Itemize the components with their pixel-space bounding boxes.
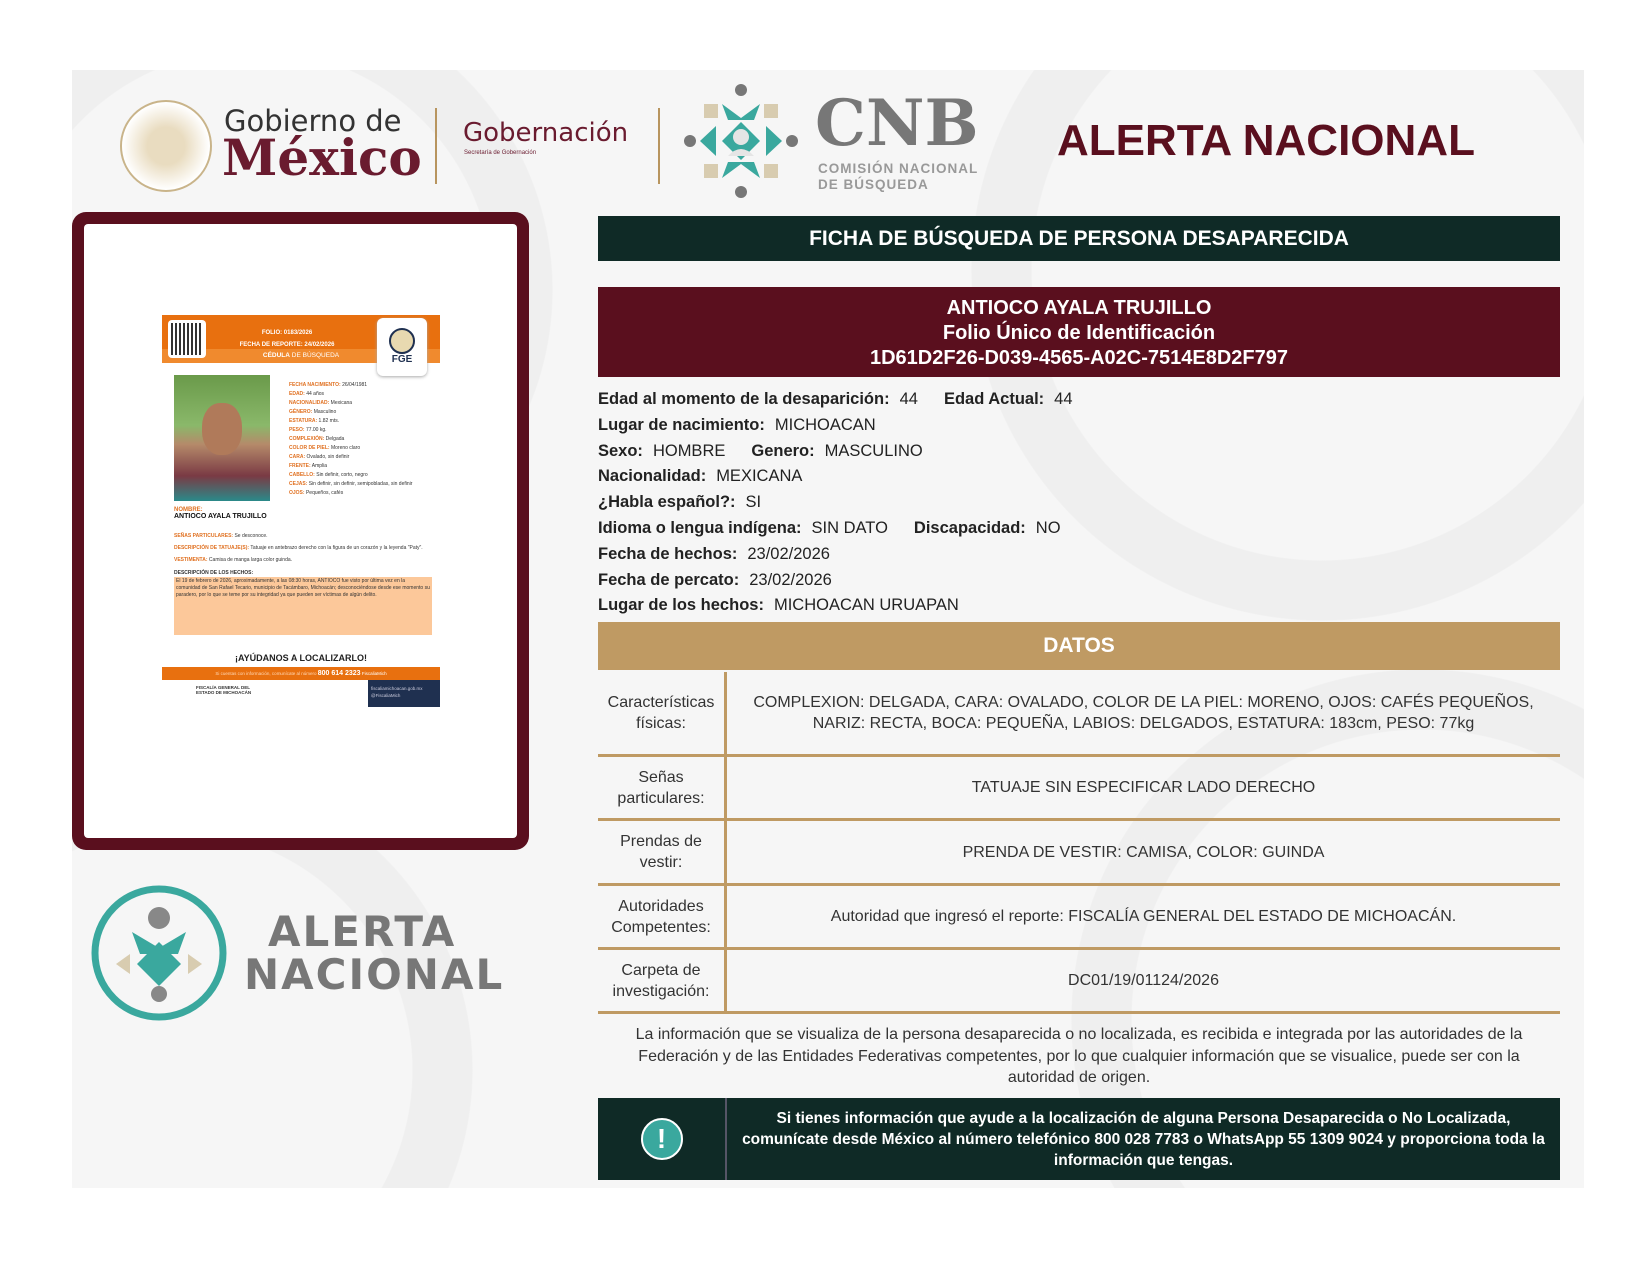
alerta-nacional-emblem-icon	[88, 882, 230, 1024]
sexo-label: Sexo:	[598, 441, 643, 460]
poster-field-label: ESTATURA:	[289, 418, 318, 424]
poster-field-value: 44 años	[306, 391, 325, 397]
poster-field-value: Sin definir, sin definir, semipobladas, sin definir	[308, 481, 413, 487]
cnb-subtitle	[818, 161, 978, 193]
busqueda-poster	[162, 315, 440, 707]
nacionalidad-value: MEXICANA	[716, 467, 803, 486]
poster-nombre: ANTIOCO AYALA TRUJILLO	[174, 513, 267, 520]
discapacidad-label: Discapacidad:	[913, 518, 1026, 537]
alerta-nacional-brand	[244, 907, 505, 999]
table-row	[598, 821, 1560, 886]
idioma-value: SIN DATO	[811, 518, 888, 537]
poster-folio: FOLIO: 0183/2026	[261, 330, 313, 336]
cedula-rest: DE BÚSQUEDA	[289, 352, 340, 359]
row-label: Señas particulares:	[598, 757, 727, 818]
fecha-percato-value: 23/02/2026	[749, 570, 832, 589]
row-value: Autoridad que ingresó el reporte: FISCALÍA GENERAL DEL ESTADO DE MICHOACÁN.	[830, 908, 1457, 925]
fecha-hechos-label: Fecha de hechos:	[598, 544, 738, 563]
poster-field-value: 26/04/1981	[342, 382, 368, 388]
sexo-value: HOMBRE	[652, 441, 726, 460]
poster-web: fiscaliamichoacan.gob.mx	[371, 686, 423, 691]
senas-label: SEÑAS PARTICULARES:	[174, 533, 234, 539]
folio-value: 1D61D2F26-D039-4565-A02C-7514E8D2F797	[869, 347, 1289, 369]
poster-field-label: CEJAS:	[289, 481, 308, 487]
poster-fields	[289, 381, 439, 498]
poster-field	[289, 408, 439, 417]
nombre-label: NOMBRE:	[174, 507, 203, 513]
poster-field-value: Sin definir, corto, negro	[316, 472, 368, 478]
person-name: ANTIOCO AYALA TRUJILLO	[946, 297, 1212, 319]
row-value: PRENDA DE VESTIR: CAMISA, COLOR: GUINDA	[962, 843, 1325, 861]
poster-field-label: EDAD:	[289, 391, 305, 397]
poster-field-value: Masculino	[313, 409, 337, 415]
datos-table	[598, 672, 1560, 1014]
poster-telefono: 800 614 2323	[317, 670, 361, 677]
row-label: Prendas de vestir:	[598, 821, 727, 883]
poster-field-label: COLOR DE PIEL:	[289, 445, 330, 451]
poster-field-value: Mexicana	[330, 400, 353, 406]
poster-field-label: FECHA NACIMIENTO:	[289, 382, 341, 388]
espanol-label: ¿Habla español?:	[598, 493, 736, 512]
poster-field	[289, 390, 439, 399]
poster-field-value: 1.82 mts.	[318, 418, 340, 424]
fge-text: FGE	[391, 354, 413, 365]
senas-value: Se desconoce.	[234, 533, 268, 539]
vestimenta-label: VESTIMENTA:	[174, 557, 208, 563]
alerta-nacional-title: ALERTA NACIONAL	[1057, 116, 1475, 165]
poster-field	[289, 381, 439, 390]
tatuaje-label: DESCRIPCIÓN DE TATUAJE(S):	[174, 545, 250, 551]
lugar-hechos-value: MICHOACAN URUAPAN	[773, 596, 959, 615]
ayudanos-text: ¡AYÚDANOS A LOCALIZARLO!	[235, 653, 367, 663]
contacto-text: Si cuentas con información, comunícate al número	[215, 671, 317, 676]
row-label: Características físicas:	[598, 672, 727, 754]
brand-line1: ALERTA	[268, 907, 457, 956]
qr-code-icon	[168, 320, 206, 358]
lugar-hechos-label: Lugar de los hechos:	[598, 596, 764, 615]
fecha-hechos-value: 23/02/2026	[747, 544, 830, 563]
row-value: COMPLEXION: DELGADA, CARA: OVALADO, COLOR DE LA PIEL: MORENO, OJOS: CAFÉS PEQUEÑOS, NARIZ: RECTA, BOCA: PEQUEÑA, LABIOS: DELGADOS, ESTATURA: 183cm, PESO: 77kg	[753, 694, 1534, 732]
poster-field-label: PESO:	[289, 427, 305, 433]
divider	[435, 108, 437, 184]
poster-field-value: Moreno claro	[330, 445, 361, 451]
tatuaje-value: Tatuaje en antebrazo derecho con la figura de un corazón y la leyenda "Paty".	[250, 545, 423, 551]
cnb-logo-text: CNB	[815, 86, 979, 161]
row-label: Autoridades Competentes:	[598, 886, 727, 947]
poster-field-value: Amplia	[311, 463, 328, 469]
discapacidad-value: NO	[1035, 518, 1061, 537]
table-row	[598, 886, 1560, 950]
table-row	[598, 672, 1560, 757]
divider	[658, 108, 660, 184]
edad-actual-label: Edad Actual:	[943, 390, 1045, 408]
table-row	[598, 950, 1560, 1014]
gobierno-de-text: Gobierno de	[224, 104, 402, 138]
poster-field-label: CABELLO:	[289, 472, 315, 478]
poster-fecha-reporte: FECHA DE REPORTE: 24/02/2026	[239, 342, 335, 348]
poster-field	[289, 489, 439, 498]
row-value: TATUAJE SIN ESPECIFICAR LADO DERECHO	[971, 779, 1316, 796]
fecha-percato-label: Fecha de percato:	[598, 570, 740, 589]
gobernacion-sub: Secretaría de Gobernación	[464, 150, 537, 156]
poster-field-value: Delgada	[325, 436, 345, 442]
edad-actual-value: 44	[1054, 390, 1073, 408]
table-row	[598, 757, 1560, 821]
genero-value: MASCULINO	[824, 441, 923, 460]
person-photo	[174, 375, 270, 501]
fge-logo	[377, 318, 427, 376]
poster-field	[289, 435, 439, 444]
mexico-seal-logo	[120, 100, 212, 192]
poster-field	[289, 426, 439, 435]
poster-field-value: Pequeños, cafés	[305, 490, 344, 496]
poster-field-label: GÉNERO:	[289, 409, 313, 415]
contact-box	[598, 1098, 1560, 1180]
hechos-value: El 19 de febrero de 2026, aproximadamente, a las 08:30 horas, ANTIOCO fue visto por última vez en la comunidad de San Rafael Tecario, municipio de Tacámbaro, Michoacán; desconociéndose desde ese momento su paradero, por lo que se teme por su integridad ya que pueden ser víctimas de algún delito.	[174, 577, 432, 635]
gobernacion-logo: Gobernación	[463, 118, 629, 148]
person-name-block	[598, 287, 1560, 377]
cnb-sub2: DE BÚSQUEDA	[818, 177, 929, 192]
row-value: DC01/19/01124/2026	[1068, 972, 1219, 989]
poster-field-value: 77.00 kg.	[305, 427, 327, 433]
datos-heading: DATOS	[598, 622, 1560, 670]
poster-field	[289, 399, 439, 408]
edad-label: Edad al momento de la desaparición:	[598, 390, 890, 408]
poster-field-label: OJOS:	[289, 490, 305, 496]
edad-value: 44	[899, 390, 918, 408]
espanol-value: SI	[745, 493, 762, 512]
lugar-nacimiento-value: MICHOACAN	[774, 415, 876, 434]
disclaimer-text: La información que se visualiza de la persona desaparecida o no localizada, es recibida e integrada por las autoridades de la Federación y de las Entidades Federativas competentes, por lo que cualquier información que se visualice, puede ser con la autoridad de origen.	[635, 1026, 1523, 1086]
idioma-label: Idioma o lengua indígena:	[598, 518, 802, 537]
poster-field-value: Ovalado, sin definir	[306, 454, 350, 460]
cnb-emblem-icon	[682, 82, 800, 200]
poster-field-label: CARA:	[289, 454, 306, 460]
brand-line2: NACIONAL	[244, 950, 505, 999]
ficha-heading: FICHA DE BÚSQUEDA DE PERSONA DESAPARECIDA	[598, 216, 1560, 261]
poster-twitter: FiscaliaMich	[361, 671, 387, 676]
mexico-text: México	[222, 128, 422, 187]
hechos-label: DESCRIPCIÓN DE LOS HECHOS:	[174, 570, 254, 576]
folio-label: Folio Único de Identificación	[942, 322, 1216, 344]
vestimenta-value: Camisa de manga larga color guinda.	[208, 557, 293, 563]
fiscalia-text: FISCALÍA GENERAL DEL ESTADO DE MICHOACÁN	[196, 685, 252, 695]
poster-field	[289, 471, 439, 480]
poster-field	[289, 480, 439, 489]
poster-handle: @FiscaliaMich	[371, 693, 401, 698]
nacionalidad-label: Nacionalidad:	[598, 467, 707, 486]
alert-exclamation-icon: !	[641, 1118, 683, 1160]
lugar-nacimiento-label: Lugar de nacimiento:	[598, 415, 765, 434]
poster-field-label: COMPLEXIÓN:	[289, 436, 325, 442]
poster-field	[289, 417, 439, 426]
poster-field	[289, 444, 439, 453]
cnb-sub1: COMISIÓN NACIONAL	[818, 161, 979, 176]
cedula-bold: CÉDULA	[262, 352, 290, 359]
poster-field-label: FRENTE:	[289, 463, 311, 469]
poster-field	[289, 462, 439, 471]
poster-field-label: NACIONALIDAD:	[289, 400, 330, 406]
poster-field	[289, 453, 439, 462]
contact-text: Si tienes información que ayude a la localización de alguna Persona Desaparecida o No Localizada, comunícate desde México al número telefónico 800 028 7783 o WhatsApp 55 1309 9024 y proporciona toda la información que tengas.	[742, 1109, 1545, 1169]
person-info	[598, 387, 1560, 619]
genero-label: Genero:	[751, 441, 815, 460]
row-label: Carpeta de investigación:	[598, 950, 727, 1011]
